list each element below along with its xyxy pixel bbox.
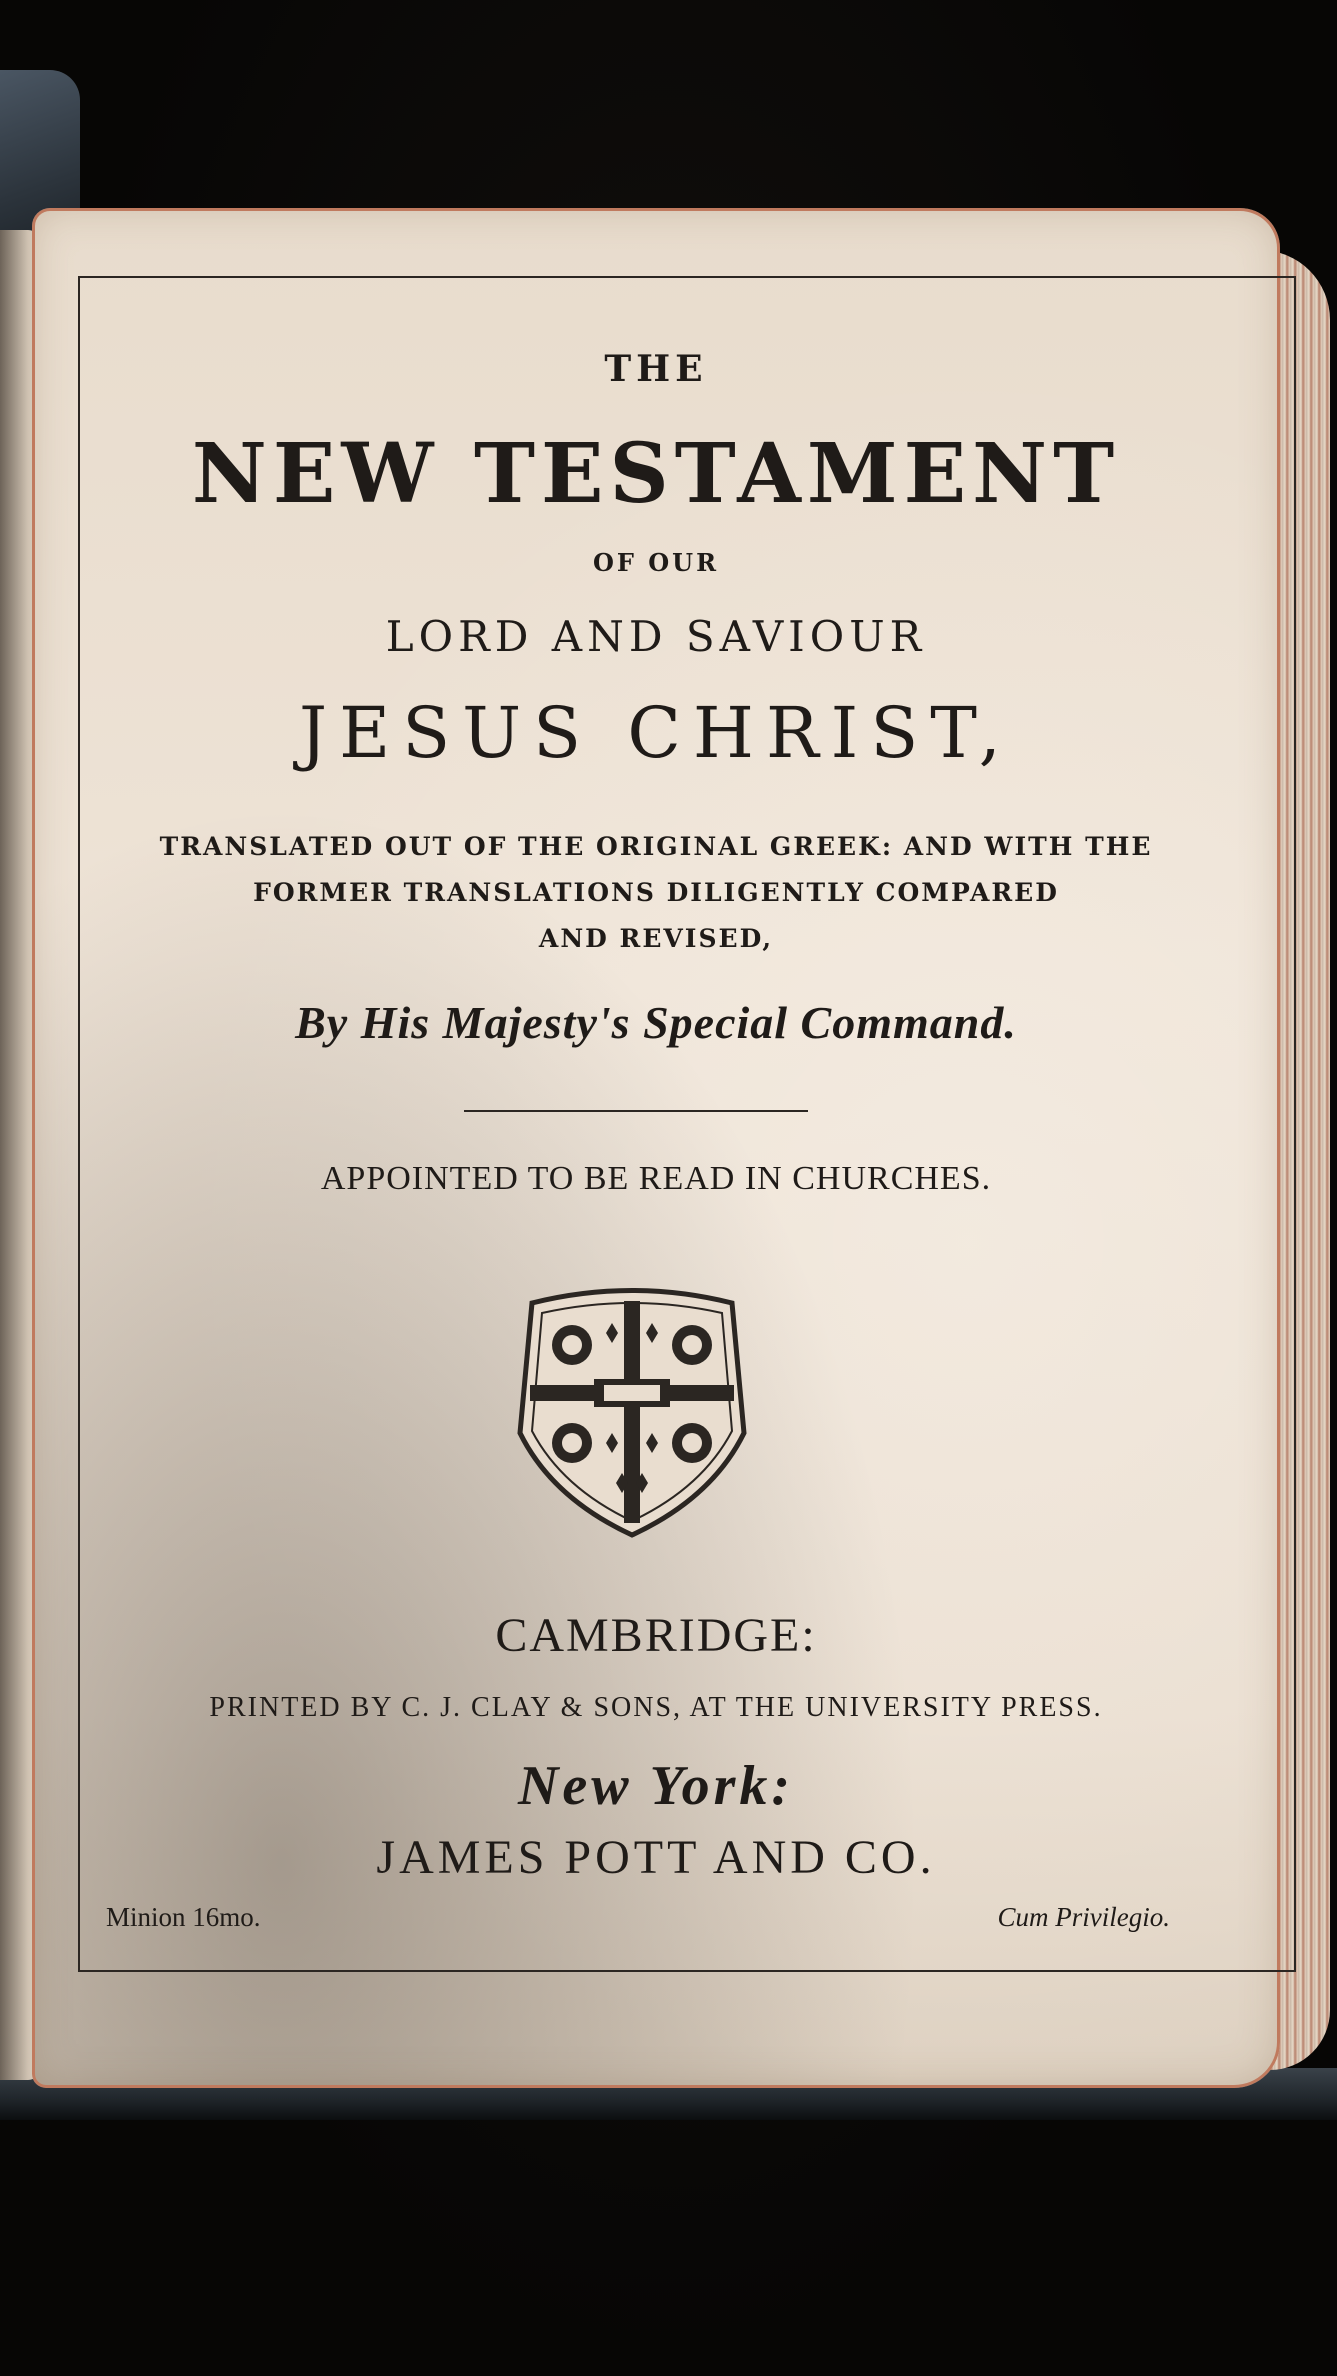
divider-rule — [464, 1110, 808, 1112]
city-cambridge: CAMBRIDGE: — [495, 1609, 817, 1662]
title-the: THE — [604, 348, 708, 390]
main-title: NEW TESTAMENT — [191, 426, 1121, 522]
translated-line-3: AND REVISED, — [538, 924, 774, 953]
translated-line-1: TRANSLATED OUT OF THE ORIGINAL GREEK: AND WITH THE — [159, 832, 1153, 861]
privilege-note: Cum Privilegio. — [997, 1902, 1170, 1932]
title-of-our: OF OUR — [592, 548, 720, 577]
publisher-line: JAMES POTT AND CO. — [376, 1831, 936, 1884]
title-name: JESUS CHRIST, — [299, 692, 1013, 774]
city-new-york: New York: — [517, 1755, 795, 1817]
printer-line: PRINTED BY C. J. CLAY & SONS, AT THE UNIVERSITY PRESS. — [209, 1692, 1103, 1723]
edition-note: Minion 16mo. — [106, 1902, 261, 1932]
title-lord-and-saviour: LORD AND SAVIOUR — [385, 612, 927, 661]
special-command-line: By His Majesty's Special Command. — [295, 997, 1017, 1048]
university-crest-icon — [512, 1283, 752, 1543]
title-page — [32, 208, 1280, 2088]
translated-line-2: FORMER TRANSLATIONS DILIGENTLY COMPARED — [253, 878, 1059, 907]
appointed-line: APPOINTED TO BE READ IN CHURCHES. — [320, 1160, 992, 1197]
